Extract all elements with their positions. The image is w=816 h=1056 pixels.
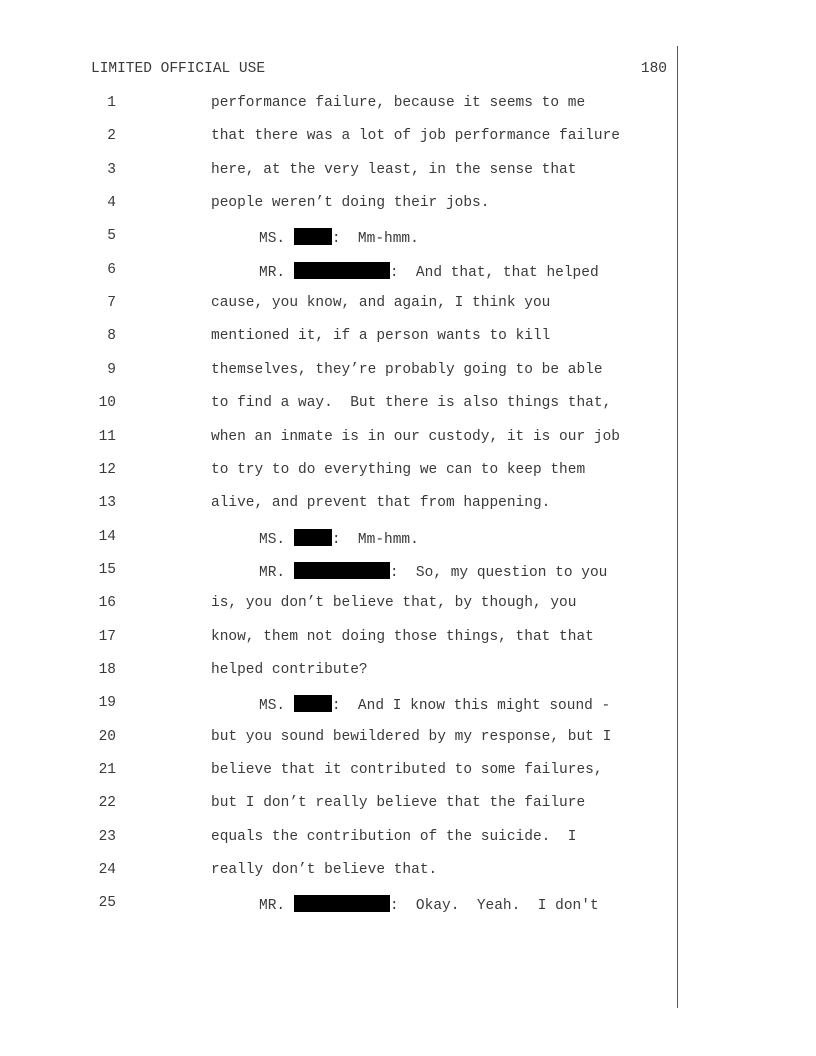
line-content: equals the contribution of the suicide. I (211, 829, 577, 845)
line-number: 4 (107, 195, 116, 211)
speaker-label: MR. (259, 898, 294, 914)
transcript-line (0, 729, 676, 749)
line-number: 15 (98, 562, 116, 578)
line-content: but I don’t really believe that the failure (211, 795, 586, 811)
line-text (211, 495, 550, 511)
line-content: really don’t believe that. (211, 862, 438, 878)
line-text (259, 262, 599, 281)
transcript-line (0, 128, 676, 148)
line-content: to find a way. But there is also things that, (211, 395, 612, 411)
right-margin-rule (677, 46, 678, 1008)
transcript-line (0, 228, 676, 248)
transcript-line (0, 195, 676, 215)
transcript-line (0, 162, 676, 182)
line-number: 20 (98, 729, 116, 745)
redaction-box (294, 562, 390, 579)
line-content: to try to do everything we can to keep them (211, 462, 586, 478)
transcript-line (0, 295, 676, 315)
classification-header: LIMITED OFFICIAL USE (91, 61, 266, 77)
line-text (211, 662, 368, 678)
line-content: : Mm-hmm. (331, 231, 419, 247)
line-content: but you sound bewildered by my response, but I (211, 729, 612, 745)
line-number: 2 (107, 128, 116, 144)
line-number: 17 (98, 629, 116, 645)
line-text (211, 795, 585, 811)
line-number: 18 (98, 662, 116, 678)
line-number: 21 (98, 762, 116, 778)
line-text (211, 328, 550, 344)
line-number: 10 (98, 395, 116, 411)
transcript-line (0, 562, 676, 582)
line-content: that there was a lot of job performance failure (211, 128, 620, 144)
line-text (259, 695, 610, 714)
line-text (211, 162, 576, 178)
page-number: 180 (640, 61, 667, 77)
transcript-line (0, 95, 676, 115)
line-text (211, 429, 620, 445)
line-content: believe that it contributed to some failures, (211, 762, 603, 778)
line-text (211, 462, 585, 478)
redaction-box (294, 529, 332, 546)
line-text (259, 895, 599, 914)
line-number: 6 (107, 262, 116, 278)
line-number: 11 (98, 429, 116, 445)
line-number: 23 (98, 829, 116, 845)
line-text (211, 195, 489, 211)
line-number: 5 (107, 228, 116, 244)
line-text (211, 629, 594, 645)
transcript-line (0, 695, 676, 715)
transcript-line (0, 328, 676, 348)
speaker-label: MS. (259, 532, 294, 548)
line-content: performance failure, because it seems to me (211, 95, 586, 111)
transcript-line (0, 762, 676, 782)
speaker-label: MR. (259, 265, 294, 281)
line-content: : And that, that helped (389, 265, 599, 281)
line-number: 24 (98, 862, 116, 878)
line-number: 25 (98, 895, 116, 911)
transcript-line (0, 429, 676, 449)
transcript-line (0, 462, 676, 482)
transcript-line (0, 795, 676, 815)
line-content: : Okay. Yeah. I don't (389, 898, 599, 914)
line-text (211, 128, 620, 144)
redaction-box (294, 228, 332, 245)
line-number: 12 (98, 462, 116, 478)
transcript-line (0, 395, 676, 415)
transcript-line (0, 262, 676, 282)
line-content: : Mm-hmm. (331, 532, 419, 548)
line-text (211, 95, 585, 111)
line-content: know, them not doing those things, that that (211, 629, 594, 645)
line-content: themselves, they’re probably going to be able (211, 362, 603, 378)
speaker-label: MR. (259, 565, 294, 581)
line-text (211, 762, 603, 778)
line-text (259, 228, 419, 247)
transcript-line (0, 495, 676, 515)
line-content: : So, my question to you (389, 565, 608, 581)
line-number: 14 (98, 529, 116, 545)
line-text (259, 529, 419, 548)
line-number: 16 (98, 595, 116, 611)
transcript-line (0, 362, 676, 382)
speaker-label: MS. (259, 231, 294, 247)
line-text (211, 829, 576, 845)
speaker-label: MS. (259, 698, 294, 714)
redaction-box (294, 262, 390, 279)
transcript-line (0, 662, 676, 682)
line-text (211, 362, 603, 378)
line-text (211, 729, 611, 745)
line-number: 22 (98, 795, 116, 811)
line-number: 19 (98, 695, 116, 711)
line-content: here, at the very least, in the sense that (211, 162, 577, 178)
line-content: : And I know this might sound - (331, 698, 611, 714)
line-text (211, 395, 611, 411)
line-content: cause, you know, and again, I think you (211, 295, 551, 311)
line-text (211, 862, 437, 878)
line-number: 8 (107, 328, 116, 344)
line-content: when an inmate is in our custody, it is our job (211, 429, 620, 445)
transcript-line (0, 829, 676, 849)
line-number: 7 (107, 295, 116, 311)
transcript-line (0, 529, 676, 549)
line-number: 1 (107, 95, 116, 111)
line-content: is, you don’t believe that, by though, you (211, 595, 577, 611)
line-text (211, 595, 576, 611)
transcript-line (0, 595, 676, 615)
line-number: 13 (98, 495, 116, 511)
line-number: 3 (107, 162, 116, 178)
redaction-box (294, 695, 332, 712)
line-content: alive, and prevent that from happening. (211, 495, 551, 511)
line-text (259, 562, 607, 581)
transcript-line (0, 895, 676, 915)
transcript-line (0, 862, 676, 882)
line-content: helped contribute? (211, 662, 368, 678)
line-content: mentioned it, if a person wants to kill (211, 328, 551, 344)
line-content: people weren’t doing their jobs. (211, 195, 490, 211)
redaction-box (294, 895, 390, 912)
transcript-line (0, 629, 676, 649)
line-number: 9 (107, 362, 116, 378)
line-text (211, 295, 550, 311)
